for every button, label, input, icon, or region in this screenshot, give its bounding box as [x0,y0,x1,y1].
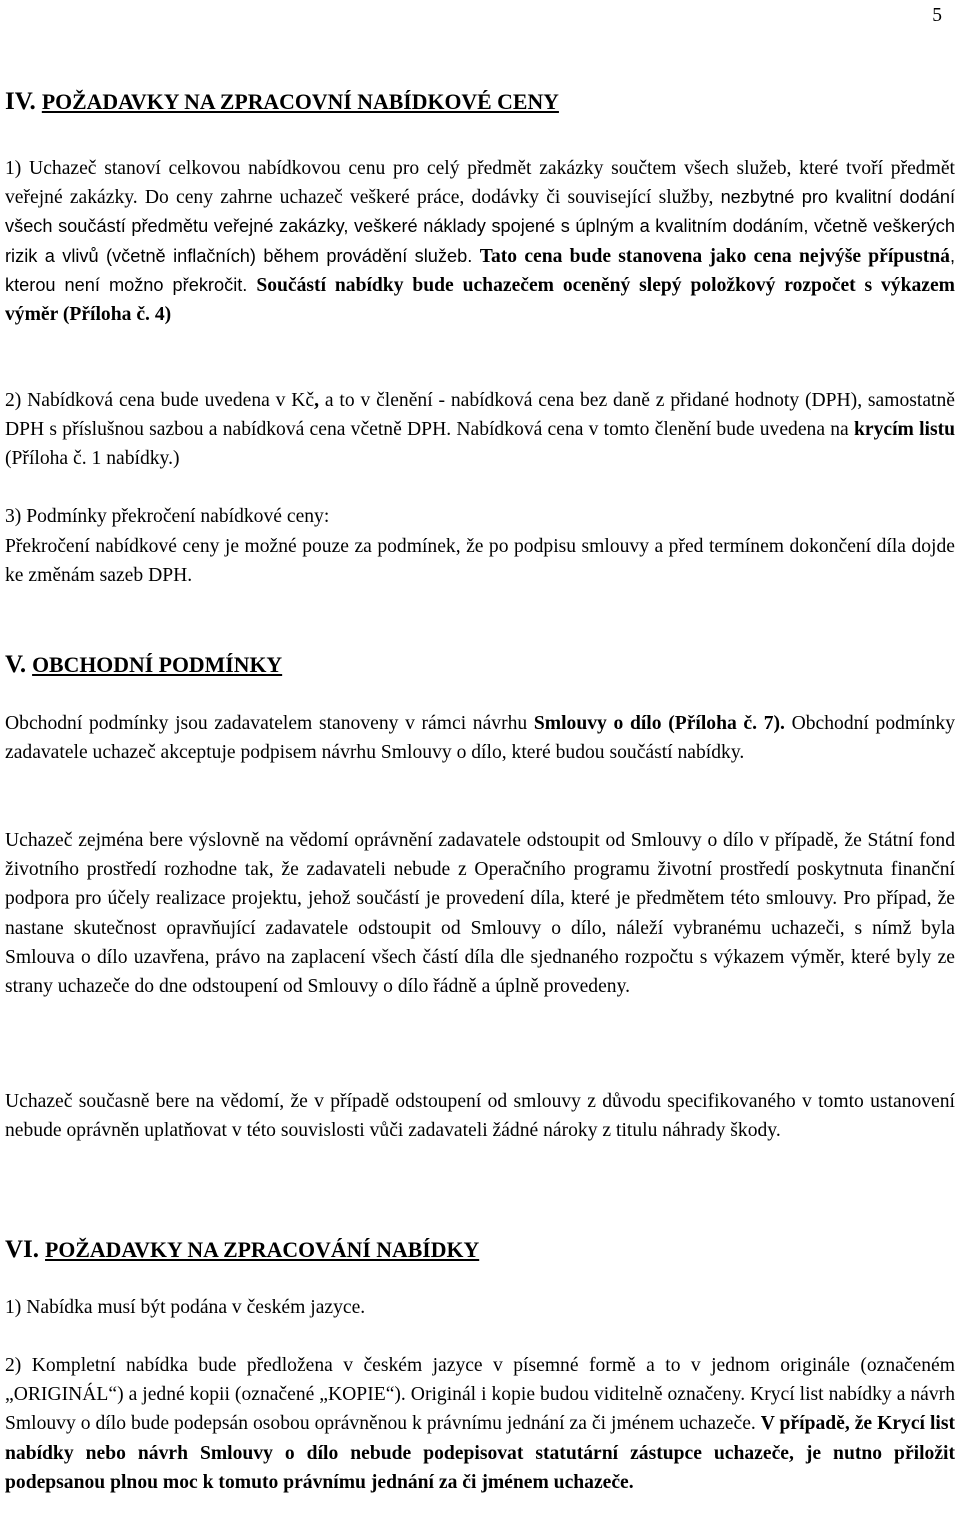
section-4-number: IV. [5,88,36,115]
s6-p2-bold-1: V případě, že Krycí list nabídky nebo návrh Smlouvy o dílo nebude podepisovat statutární zástupce uchazeče, je nutno přiložit podepsanou plnou moc k tomuto právnímu jednání za či jménem uchazeče. [5,1413,955,1493]
s4-p2-bold-1: , [314,390,320,411]
section-4-paragraph-3: Překročení nabídkové ceny je možné pouze za podmínek, že po podpisu smlouvy a před termínem dokončení díla dojde ke změnám sazeb DPH. [5,536,955,587]
section-5-paragraph-1 [5,709,955,767]
s4-p1-bold-1: Tato cena bude stanovena jako cena nejvýše přípustná [479,245,950,267]
section-4-paragraph-2 [5,386,955,474]
section-5-title: OBCHODNÍ PODMÍNKY [32,653,283,677]
section-6-heading [5,1235,479,1265]
s4-p2-bold-2: krycím listu [853,419,955,441]
s4-p1-text-1: 1) Uchazeč stanoví celkovou nabídkovou cenu pro celý předmět zakázky součtem všech služeb, které tvoří předmět veřejné zakázky. Do ceny zahrne uchazeč veškeré práce, dodávky či související služby, [5,158,955,209]
section-5-heading [5,650,282,680]
section-4-paragraph-1 [5,154,955,329]
s4-p1-text-3: , kterou není možno překročit. [5,245,955,295]
s4-p2-text-2: a to v členění - nabídková cena bez daně z přidané hodnoty (DPH), samostatně DPH s příslušnou sazbou a nabídková cena včetně DPH. Nabídková cena v tomto členění bude uvedena na [5,390,955,441]
s4-p1-bold-2: Součástí nabídky bude uchazečem oceněný slepý položkový rozpočet s výkazem výměr (Příloha č. 4) [5,274,955,326]
s4-p2-text-1: 2) Nabídková cena bude uvedena v Kč [5,390,315,411]
section-6-paragraph-2 [5,1351,955,1497]
s6-p2-text-1: 2) Kompletní nabídka bude předložena v českém jazyce v písemné formě a to v jednom originále (označeném „ORIGINÁL“) a jedné kopii (označené „KOPIE“). Originál i kopie budou viditelně označeny. Krycí list nabídky a návrh Smlouvy o dílo bude podepsán osobou oprávněnou k právnímu jednání za či jménem uchazeče. [5,1355,955,1435]
section-6-number: VI. [5,1236,40,1263]
page-number: 5 [932,5,942,26]
s4-p1-text-2: nezbytné pro kvalitní dodání všech součástí předmětu veřejné zakázky, veškeré náklady spojené s úplným a kvalitním dodáním, včetně veškerých rizik a vlivů (včetně inflačních) během provádění služeb. [5,187,955,266]
section-4-title: POŽADAVKY NA ZPRACOVNÍ NABÍDKOVÉ CENY [41,90,559,114]
s5-p1-text-1: Obchodní podmínky jsou zadavatelem stanoveny v rámci návrhu [5,713,534,734]
s5-p1-text-2: Obchodní podmínky zadavatele uchazeč akceptuje podpisem návrhu Smlouvy o dílo, které budou součástí nabídky. [5,713,955,764]
s4-p2-text-3: (Příloha č. 1 nabídky.) [5,448,180,470]
section-6-paragraph-1: 1) Nabídka musí být podána v českém jazyce. [5,1297,366,1318]
section-4-paragraph-3-title: 3) Podmínky překročení nabídkové ceny: [5,506,330,527]
section-5-paragraph-2: Uchazeč zejména bere výslovně na vědomí oprávnění zadavatele odstoupit od Smlouvy o dílo v případě, že Státní fond životního prostředí rozhodne tak, že zadavateli nebude z Operačního programu životní prostředí poskytnuta finanční podpora pro účely realizace projektu, jehož součástí je provedení díla, které je předmětem této smlouvy. Pro případ, že nastane skutečnost opravňující zadavatele odstoupit od Smlouvy o dílo, náleží vybranému uchazeči, s nímž byla Smlouva o dílo uzavřena, právo na zaplacení všech částí díla dle sjednaného rozpočtu s výkazem výměr, které byly ze strany uchazeče do dne odstoupení od Smlouvy o dílo řádně a úplně provedeny. [5,830,955,998]
section-5-paragraph-3: Uchazeč současně bere na vědomí, že v případě odstoupení od smlouvy z důvodu specifikovaného v tomto ustanovení nebude oprávněn uplatňovat v této souvislosti vůči zadavateli žádné nároky z titulu náhrady škody. [5,1091,955,1142]
section-5-number: V. [5,651,27,678]
s5-p1-bold-1: Smlouvy o dílo (Příloha č. 7). [533,713,785,734]
section-6-title: POŽADAVKY NA ZPRACOVÁNÍ NABÍDKY [45,1238,480,1262]
section-4-heading [5,87,559,117]
